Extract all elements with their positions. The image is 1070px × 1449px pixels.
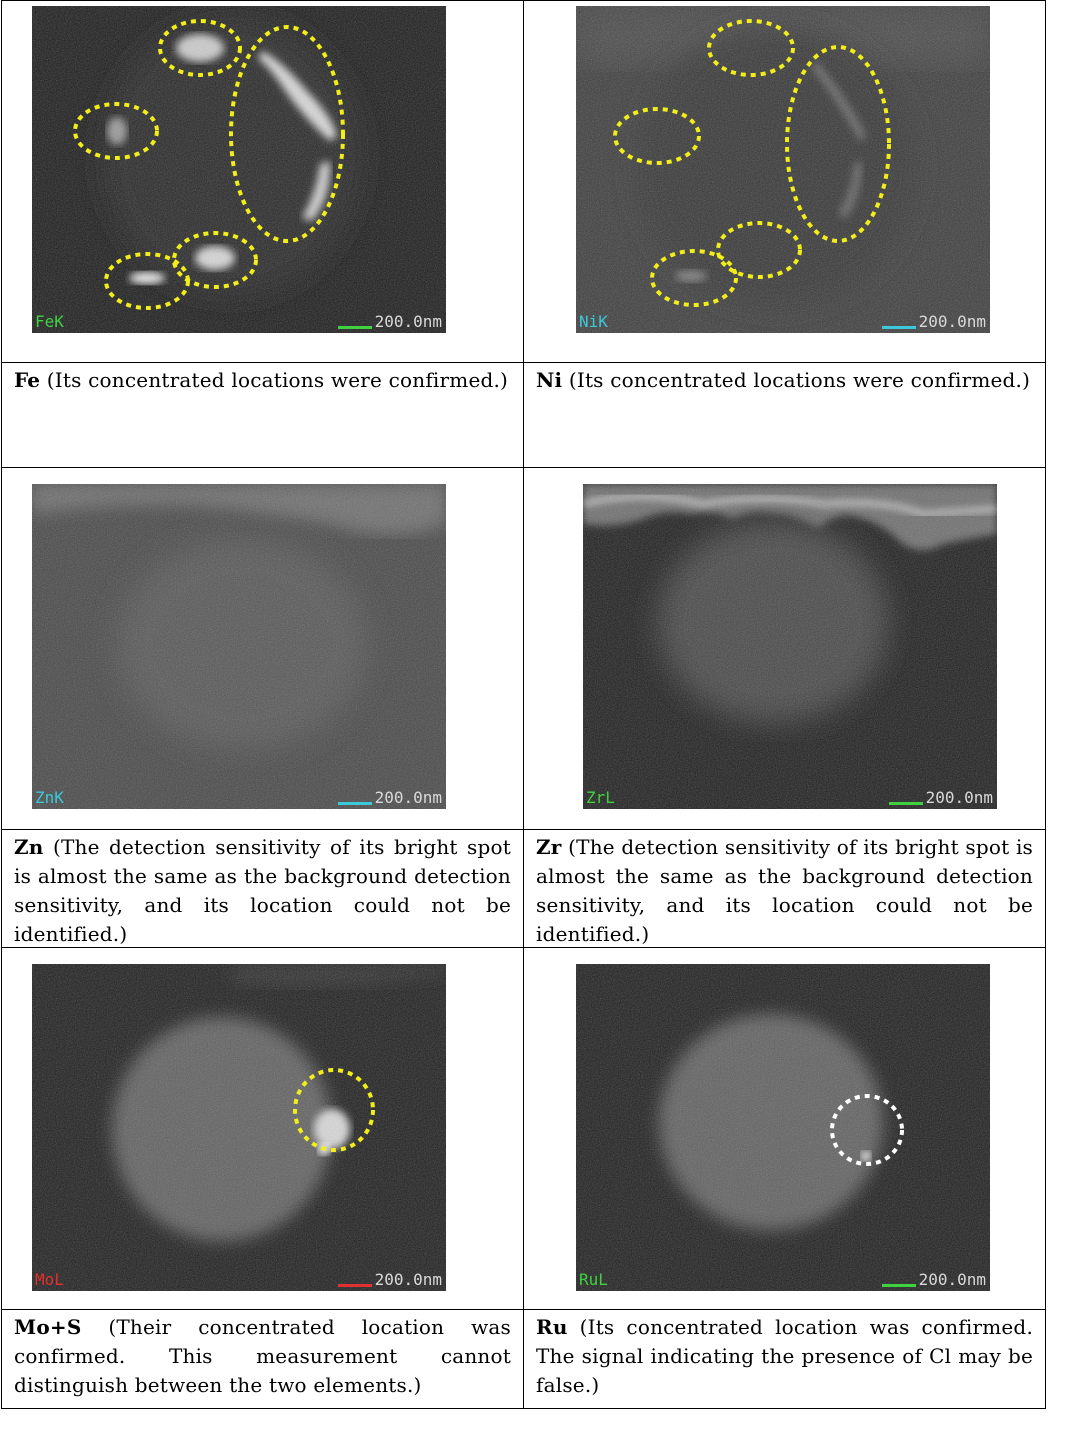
zr-map-image <box>583 484 997 809</box>
mo-element: Mo+S <box>14 1315 82 1339</box>
zr-scale-bar <box>889 789 993 807</box>
ru-map-label: RuL <box>579 1270 608 1289</box>
eds-map-table <box>1 0 1046 1409</box>
zr-element: Zr <box>536 835 562 859</box>
mo-scale-bar <box>338 1271 442 1289</box>
ni-caption-text: (Its concentrated locations were confirmed.) <box>568 368 1031 392</box>
mo-map-label: MoL <box>35 1270 64 1289</box>
zn-map-image <box>32 484 446 809</box>
caption-row-3 <box>2 1310 1045 1408</box>
zr-caption-text: (The detection sensitivity of its bright spot is almost the same as the background detection sensitivity, and its location could not be identified.) <box>536 835 1034 946</box>
zr-caption <box>523 830 1045 947</box>
zn-scale-line <box>338 802 372 805</box>
zn-caption-text: (The detection sensitivity of its bright spot is almost the same as the background detection sensitivity, and its location could not be identified.) <box>14 835 511 946</box>
mo-scale-text: 200.0nm <box>374 1270 442 1289</box>
ni-map-label: NiK <box>579 312 608 331</box>
fe-scale-text: 200.0nm <box>374 312 442 331</box>
ru-scale-line <box>882 1284 916 1287</box>
mo-map-cell <box>2 948 523 1309</box>
zn-element: Zn <box>14 835 44 859</box>
zn-map-cell <box>2 468 523 829</box>
ru-caption-text: (Its concentrated location was confirmed. The signal indicating the presence of Cl may be false.) <box>536 1315 1033 1397</box>
caption-row-1 <box>2 363 1045 468</box>
ni-scale-text: 200.0nm <box>918 312 986 331</box>
fe-scale-line <box>338 326 372 329</box>
fe-caption <box>2 363 523 467</box>
ru-map-cell <box>523 948 1045 1309</box>
ni-element: Ni <box>536 368 563 392</box>
fe-map-image <box>32 6 446 333</box>
caption-row-2 <box>2 830 1045 948</box>
ru-element: Ru <box>536 1315 568 1339</box>
fe-map-label: FeK <box>35 312 64 331</box>
ni-caption <box>523 363 1045 467</box>
fe-scale-bar <box>338 313 442 331</box>
zr-scale-line <box>889 802 923 805</box>
ni-map-cell <box>523 1 1045 362</box>
zr-scale-text: 200.0nm <box>925 788 993 807</box>
ni-scale-bar <box>882 313 986 331</box>
zn-map-label: ZnK <box>35 788 64 807</box>
ru-scale-text: 200.0nm <box>918 1270 986 1289</box>
ni-map-image <box>576 6 990 333</box>
ru-scale-bar <box>882 1271 986 1289</box>
zn-scale-text: 200.0nm <box>374 788 442 807</box>
ru-map-image <box>576 964 990 1291</box>
fe-element: Fe <box>14 368 41 392</box>
image-row-3 <box>2 948 1045 1310</box>
image-row-1 <box>2 1 1045 363</box>
mo-map-image <box>32 964 446 1291</box>
zn-caption <box>2 830 523 947</box>
fe-caption-text: (Its concentrated locations were confirmed.) <box>46 368 509 392</box>
mo-caption-text: (Their concentrated location was confirmed. This measurement cannot distinguish between the two elements.) <box>14 1315 511 1397</box>
mo-scale-line <box>338 1284 372 1287</box>
fe-map-cell <box>2 1 523 362</box>
zn-scale-bar <box>338 789 442 807</box>
zr-map-label: ZrL <box>586 788 615 807</box>
ru-caption <box>523 1310 1045 1408</box>
image-row-2 <box>2 468 1045 830</box>
zr-map-cell <box>523 468 1045 829</box>
ni-scale-line <box>882 326 916 329</box>
mo-caption <box>2 1310 523 1408</box>
